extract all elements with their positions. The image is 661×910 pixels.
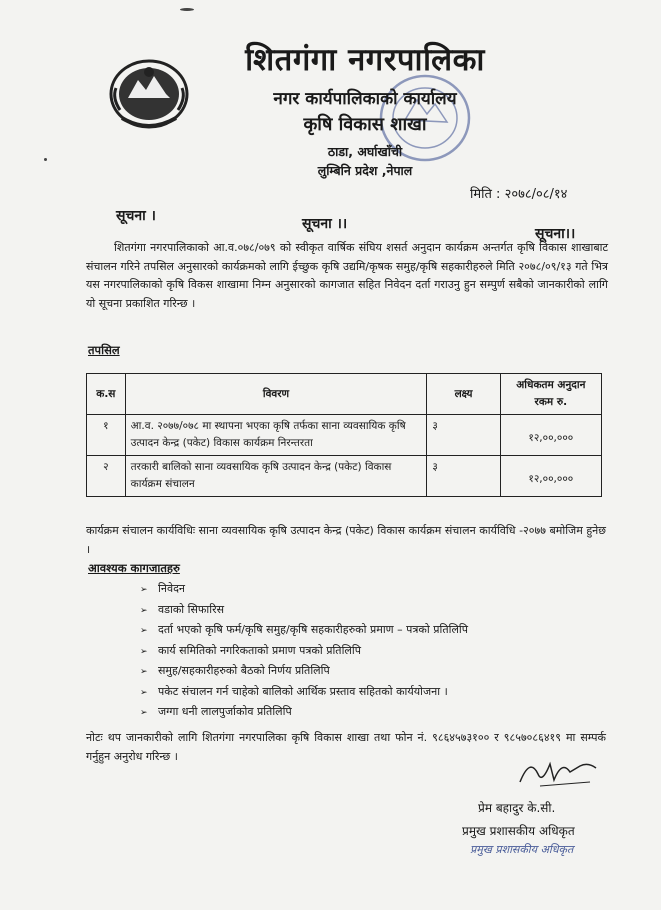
header-description: विवरण: [125, 374, 427, 415]
row-amount: [500, 456, 601, 497]
row-amount: [500, 415, 601, 456]
required-documents-heading: आवश्यक कागजातहरु: [88, 561, 180, 575]
header-sn: क.स: [87, 374, 126, 415]
details-heading: तपसिल: [88, 343, 120, 357]
province-line: लुम्बिनि प्रदेश ,नेपाल: [317, 163, 413, 178]
row-target: ३: [427, 456, 500, 497]
arrow-bullet-icon: ➢: [140, 708, 148, 718]
notice-paragraph: शितगंगा नगरपालिकाको आ.व.०७८/०७९ को स्वीकृत वार्षिक संघिय शसर्त अनुदान कार्यक्रम अन्तर्गत कृषि विकास शाखाबाट संचालन गरिने तपसिल अनुसारको कार्यक्रमको लागि ईच्छुक कृषि उद्यमि/कृषक समुह/कृषि सहकारीहरुले मिति २०७८/०९/१३ गते भित्र यस नगरपालिकाको कृषि विकस शाखामा निम्न अनुसारको कागजात सहित निवेदन दर्ता गराउनु हुन सम्पुर्ण सबैको जानकारीको लागि यो सूचना प्रकाशित गरिन्छ ।: [86, 241, 608, 310]
row-sn: २: [87, 456, 126, 497]
arrow-bullet-icon: ➢: [140, 585, 148, 595]
notice-date: मिति : २०७८/०८/१४: [470, 187, 568, 202]
arrow-bullet-icon: ➢: [140, 626, 148, 636]
notice-label-2: सूचना ।।: [302, 216, 348, 232]
row-description: आ.व. २०७७/०७८ मा स्थापना भएका कृषि तर्फका साना व्यवसायिक कृषि उत्पादन केन्द्र (पकेट) विकास कार्यक्रम निरन्तरता: [125, 415, 427, 456]
required-documents-list: [140, 579, 468, 723]
list-item: ➢ कार्य समितिको नगरिकताको प्रमाण पत्रको प्रतिलिपि: [140, 641, 468, 662]
arrow-bullet-icon: ➢: [140, 605, 148, 616]
arrow-bullet-icon: ➢: [140, 667, 148, 677]
office-name: नगर कार्यपालिकाको कार्यालय: [273, 89, 457, 109]
notice-label-1: सूचना ।: [116, 208, 156, 224]
row-description: तरकारी बालिको साना व्यवसायिक कृषि उत्पादन केन्द्र (पकेट) विकास कार्यक्रम संचालन: [125, 456, 427, 497]
signatory-stamp: प्रमुख प्रशासकीय अधिकृत: [470, 843, 574, 856]
procedure-text: कार्यक्रम संचालन कार्यविधिः साना व्यवसायिक कृषि उत्पादन केन्द्र (पकेट) विकास कार्यक्रम संचालन कार्यविधि -२०७७ बमोजिम हुनेछ ।: [86, 524, 606, 556]
header-target: लक्ष्य: [427, 374, 500, 415]
table-header-row: [87, 374, 602, 415]
arrow-bullet-icon: ➢: [140, 646, 148, 657]
program-table: [86, 373, 602, 497]
list-item: ➢ वडाको सिफारिस: [140, 600, 468, 621]
signatory-title: प्रमुख प्रशासकीय अधिकृत: [462, 824, 575, 838]
list-item: ➢ निवेदन: [140, 579, 468, 600]
handwritten-signature-icon: [510, 752, 600, 792]
table-row: [87, 415, 602, 456]
list-item: ➢ पकेट संचालन गर्न चाहेको बालिको आर्थिक प्रस्ताव सहितको कार्ययोजना ।: [140, 682, 468, 703]
table-row: [87, 456, 602, 497]
notice-label-3: सूचना।।: [535, 226, 576, 242]
municipality-name: शितगंगा नगरपालिका: [245, 42, 485, 78]
nepal-emblem-icon: [108, 58, 190, 130]
row-sn: १: [87, 415, 126, 456]
section-name: कृषि विकास शाखा: [303, 114, 427, 135]
signatory-name: प्रेम बहादुर के.सी.: [478, 801, 556, 815]
row-target: ३: [427, 415, 500, 456]
paper-speck: [44, 158, 47, 161]
paper-speck: [180, 8, 194, 11]
arrow-bullet-icon: ➢: [140, 687, 148, 698]
address-line: ठाडा, अर्घाखाँची: [327, 144, 403, 159]
list-item: ➢ दर्ता भएको कृषि फर्म/कृषि समुह/कृषि सहकारीहरुको प्रमाण – पत्रको प्रतिलिपि: [140, 620, 468, 641]
list-item: ➢ जग्गा धनी लालपुर्जाकोव प्रतिलिपि: [140, 702, 468, 723]
row-amount-value: १२,००,०००: [528, 473, 574, 485]
list-item: ➢ समुह/सहकारीहरुको बैठको निर्णय प्रतिलिपि: [140, 661, 468, 682]
header-amount: अधिकतम अनुदान रकम रु.: [500, 374, 601, 415]
row-amount-value: १२,००,०००: [528, 432, 574, 444]
contact-note: नोटः थप जानकारीको लागि शितगंगा नगरपालिका कृषि विकास शाखा तथा फोन नं. ९८६४५७३१०० र ९८५७०८६४१९ मा सम्पर्क गर्नुहुन अनुरोध गरिन्छ ।: [86, 731, 606, 763]
